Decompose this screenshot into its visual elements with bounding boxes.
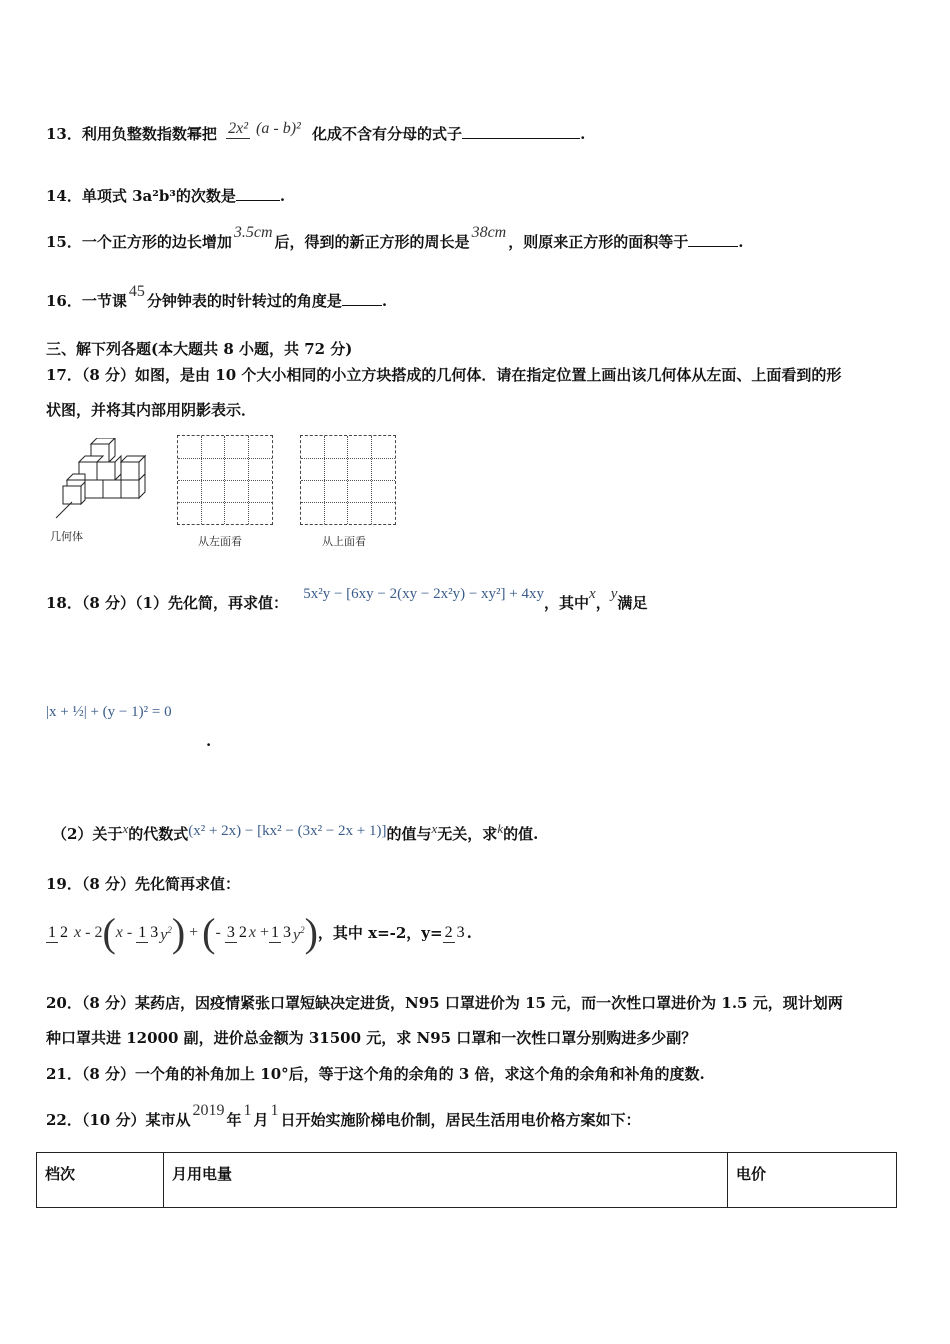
q18-p2-x2: x [431,821,438,836]
q15-text3: ，则原来正方形的面积等于 [508,233,689,251]
q16-answer-blank[interactable] [342,291,382,306]
q13-text1: 利用负整数指数幂把 [81,125,217,143]
q13-text2: 化成不含有分母的式子 [312,125,463,143]
question-18 [46,586,648,614]
q19-end: . [466,924,472,942]
table-header-cell: 档次 [37,1153,164,1208]
q17-line2: 状图，并将其内部用阴影表示． [46,401,257,419]
q18-p2-e: 的值. [503,825,539,843]
q22-t2: 月 [253,1111,269,1129]
q14-end: . [279,187,286,205]
q16-math-1: 45 [128,283,145,300]
q15-text2: 后，得到的新正方形的周长是 [274,233,470,251]
q13-end: . [580,125,586,143]
q20-line2: 种口罩共进 12000 副，进价总金额为 31500 元，求 N95 口罩和一次性口罩分别购进多少副？ [46,1029,697,1047]
q16-number: 16． [46,292,82,310]
question-14 [46,186,285,206]
q15-end: . [738,233,744,251]
q18-expression: 5x²y − [6xy − 2(xy − 2x²y) − xy²] + 4xy [303,586,544,602]
table-header-row [37,1153,897,1208]
q19-expression-line: 1 2 x - 2 ( x - 1 3 $y^2$ ) + ( - 3 2 x + 1 3 $y^2$ ) ，其中 x=-2，y= 2 3 . [48,910,472,955]
q15-math-2: 38cm [471,224,507,241]
q18-p2-k: k [497,821,504,836]
q22-t3: 日开始实施阶梯电价制，居民生活用电价格方案如下： [280,1111,641,1129]
q18-p2-c: 的值与 [386,825,432,843]
top-view-grid[interactable] [300,435,396,525]
caption-solid: 几何体 [50,530,83,543]
q17-line1: 17．（8 分）如图，是由 10 个大小相同的小立方块搭成的几何体．请在指定位置上画出该几何体从左面、上面看到的形 [46,366,842,384]
q22-month: 1 [243,1102,252,1119]
q16-end: . [381,292,388,310]
q22-t1: 年 [226,1111,242,1129]
q15-number: 15． [46,233,82,251]
q15-text1: 一个正方形的边长增加 [81,233,232,251]
section-3-heading: 三、解下列各题(本大题共 8 小题，共 72 分) [46,340,353,358]
q19-line1: 19．（8 分）先化简再求值： [46,875,241,893]
q18-text3: 满足 [617,594,648,612]
q18-p2-b: 的代数式 [128,825,189,843]
cube-solid-figure [48,438,158,520]
q19-text2: ，其中 x=-2，y= [317,924,443,942]
q15-math-1: 3.5cm [233,224,273,241]
q16-text2: 分钟钟表的时针转过的角度是 [146,292,342,310]
q18-p2-expression: (x² + 2x) − [kx² − (3x² − 2x + 1)] [188,823,387,839]
table-header-cell: 电价 [728,1153,897,1208]
q21-line1: 21．（8 分）一个角的补角加上 10°后，等于这个角的余角的 3 倍，求这个角的余角和补角的度数. [46,1065,705,1083]
q14-text1: 单项式 3a²b³的次数是 [81,187,236,205]
q18-var-x: x [589,586,596,602]
question-22 [46,1102,641,1131]
q18-condition: |x + ½| + (y − 1)² = 0 [46,704,172,720]
q18-p2-x: x [122,821,129,836]
q13-frac-den: (a - b)² [256,120,301,137]
q16-text1: 一节课 [81,292,127,310]
q13-frac-num: 2x² [228,120,249,137]
caption-left-view: 从左面看 [198,535,242,548]
question-13 [46,120,586,145]
q18-var-y: y [610,586,618,602]
left-view-grid[interactable] [177,435,273,525]
q14-answer-blank[interactable] [236,186,280,201]
q18-text2: ，其中 [544,594,590,612]
q22-year: 2019 [192,1102,225,1119]
q13-number: 13． [46,125,82,143]
caption-top-view: 从上面看 [322,535,366,548]
price-table [36,1152,897,1208]
q18-dot: . [206,732,212,750]
question-15 [46,224,744,253]
q13-fraction [226,119,303,139]
q18-p2-a: （2）关于 [52,825,123,843]
q15-answer-blank[interactable] [688,232,738,247]
question-16 [46,283,388,312]
q20-line1: 20．（8 分）某药店，因疫情紧张口罩短缺决定进货，N95 口罩进价为 15 元，而一次性口罩进价为 1.5 元，现计划两 [46,994,843,1012]
q18-comma: ， [595,594,611,612]
q18-number: 18．（8 分）（1）先化简，再求值： [46,594,288,612]
table-header-cell: 月用电量 [164,1153,728,1208]
q13-answer-blank[interactable] [462,124,580,139]
q18-p2-d: 无关，求 [437,825,498,843]
question-18-part2 [52,821,539,845]
q22-day: 1 [270,1102,279,1119]
q22-number: 22．（10 分）某市从 [46,1111,191,1129]
q14-number: 14． [46,187,82,205]
